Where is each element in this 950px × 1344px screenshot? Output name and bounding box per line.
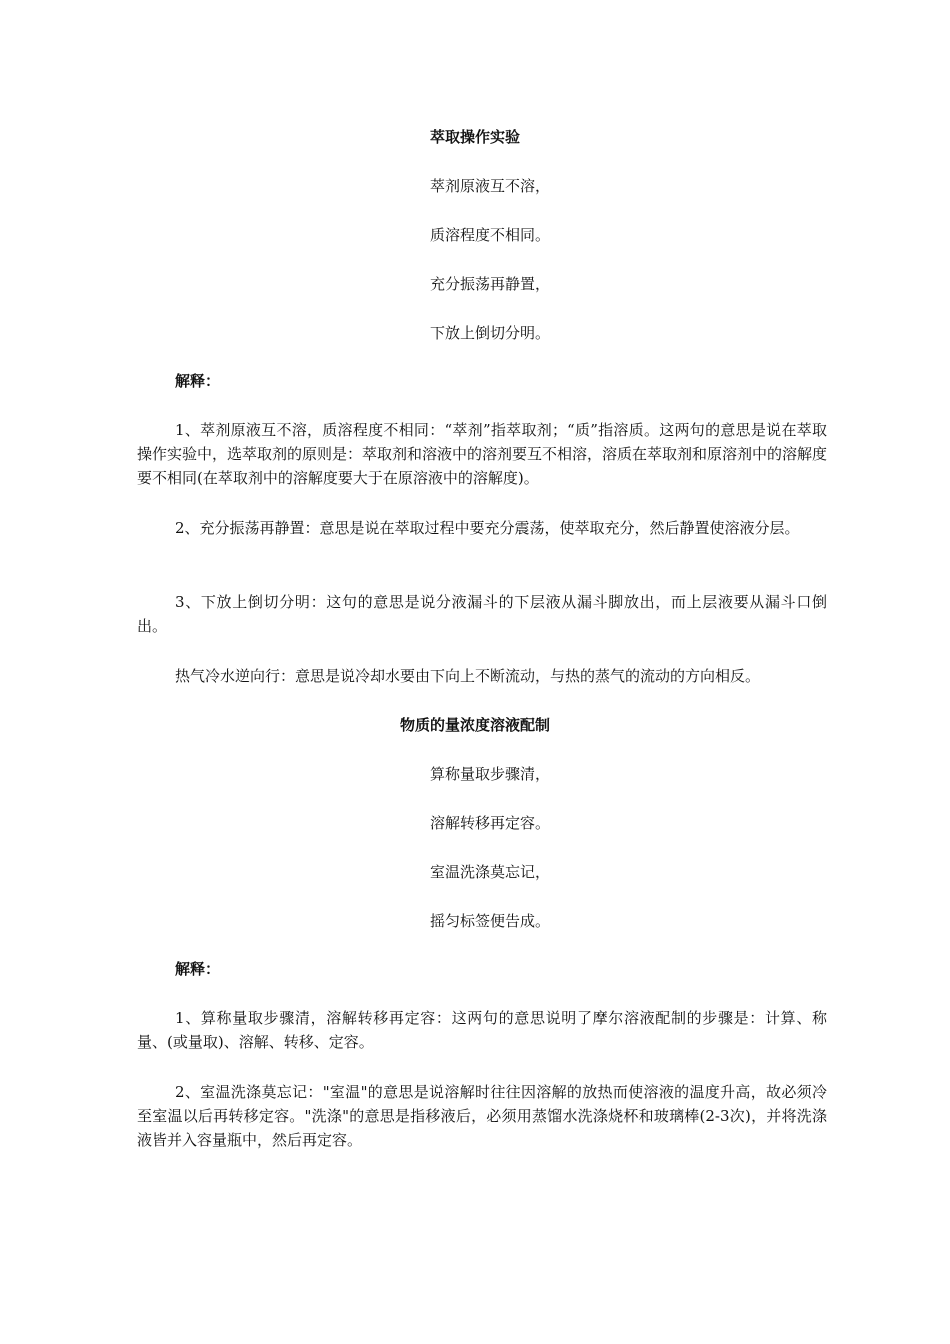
verse-line: 下放上倒切分明。 <box>429 324 550 342</box>
verse-line: 摇匀标签便告成。 <box>429 912 550 930</box>
explanation-paragraph: 2、充分振荡再静置：意思是说在萃取过程中要充分震荡，使萃取充分，然后静置使溶液分层。 <box>175 519 800 537</box>
verse-line: 充分振荡再静置， <box>429 275 550 293</box>
verse-line: 萃剂原液互不溶， <box>429 177 550 195</box>
explanation-paragraph: 3、下放上倒切分明：这句的意思是说分液漏斗的下层液从漏斗脚放出，而上层液要从漏斗口倒出。 <box>137 593 827 635</box>
section-title-extraction: 萃取操作实验 <box>429 128 520 146</box>
explanation-paragraph: 1、算称量取步骤清，溶解转移再定容：这两句的意思说明了摩尔溶液配制的步骤是：计算、称量、(或量取)、溶解、转移、定容。 <box>137 1009 827 1051</box>
explanation-label: 解释： <box>175 960 221 978</box>
explanation-label: 解释： <box>175 372 221 390</box>
explanation-paragraph: 2、室温洗涤莫忘记："室温"的意思是说溶解时往往因溶解的放热而使溶液的温度升高，故必须冷至室温以后再转移定容。"洗涤"的意思是指移液后，必须用蒸馏水洗涤烧杯和玻璃棒(2-3次)，并将洗涤液皆并入容量瓶中，然后再定容。 <box>137 1083 827 1149</box>
section-title-solution-prep: 物质的量浓度溶液配制 <box>399 716 550 734</box>
verse-line: 质溶程度不相同。 <box>429 226 550 244</box>
explanation-paragraph: 1、萃剂原液互不溶，质溶程度不相同：“萃剂”指萃取剂；“质”指溶质。这两句的意思是说在萃取操作实验中，选萃取剂的原则是：萃取剂和溶液中的溶剂要互不相溶，溶质在萃取剂和原溶剂中的溶解度要不相同(在萃取剂中的溶解度要大于在原溶液中的溶解度)。 <box>137 421 828 487</box>
verse-line: 室温洗涤莫忘记， <box>429 863 550 881</box>
explanation-paragraph: 热气冷水逆向行：意思是说冷却水要由下向上不断流动，与热的蒸气的流动的方向相反。 <box>175 667 761 685</box>
verse-line: 溶解转移再定容。 <box>429 814 550 832</box>
verse-line: 算称量取步骤清， <box>429 765 550 783</box>
